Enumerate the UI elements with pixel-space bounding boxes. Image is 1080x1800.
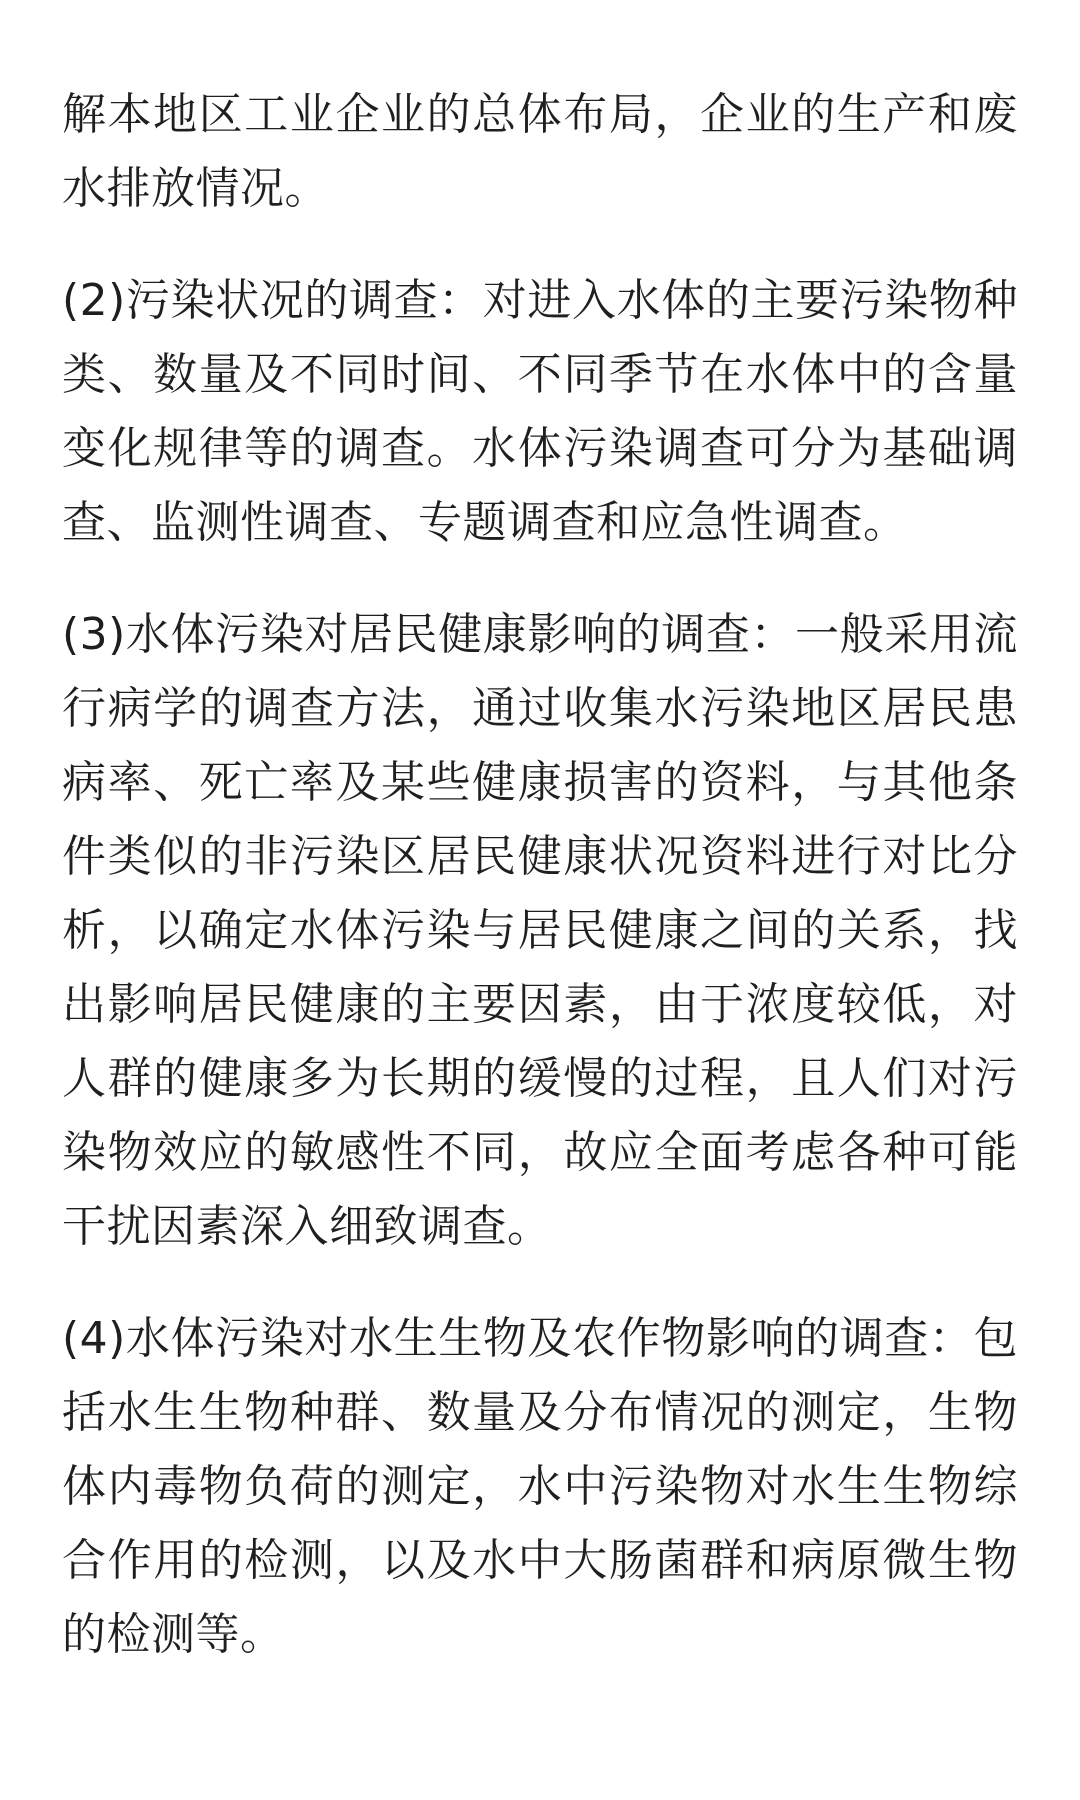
article-body	[62, 78, 1018, 1672]
paragraph-enterprise-layout: 解本地区工业企业的总体布局，企业的生产和废水排放情况。	[62, 89, 1018, 214]
paragraph-health-impact: (3)水体污染对居民健康影响的调查：一般采用流行病学的调查方法，通过收集水污染地区居民患病率、死亡率及某些健康损害的资料，与其他条件类似的非污染区居民健康状况资料进行对比分析，以确定水体污染与居民健康之间的关系，找出影响居民健康的主要因素，由于浓度较低，对人群的健康多为长期的缓慢的过程，且人们对污染物效应的敏感性不同，故应全面考虑各种可能干扰因素深入细致调查。	[62, 609, 1018, 1252]
paragraph-aquatic-impact: (4)水体污染对水生生物及农作物影响的调查：包括水生生物种群、数量及分布情况的测定，生物体内毒物负荷的测定，水中污染物对水生生物综合作用的检测，以及水中大肠菌群和病原微生物的检测等。	[62, 1313, 1018, 1660]
paragraph-pollution-status: (2)污染状况的调查：对进入水体的主要污染物种类、数量及不同时间、不同季节在水体中的含量变化规律等的调查。水体污染调查可分为基础调查、监测性调查、专题调查和应急性调查。	[62, 275, 1018, 548]
